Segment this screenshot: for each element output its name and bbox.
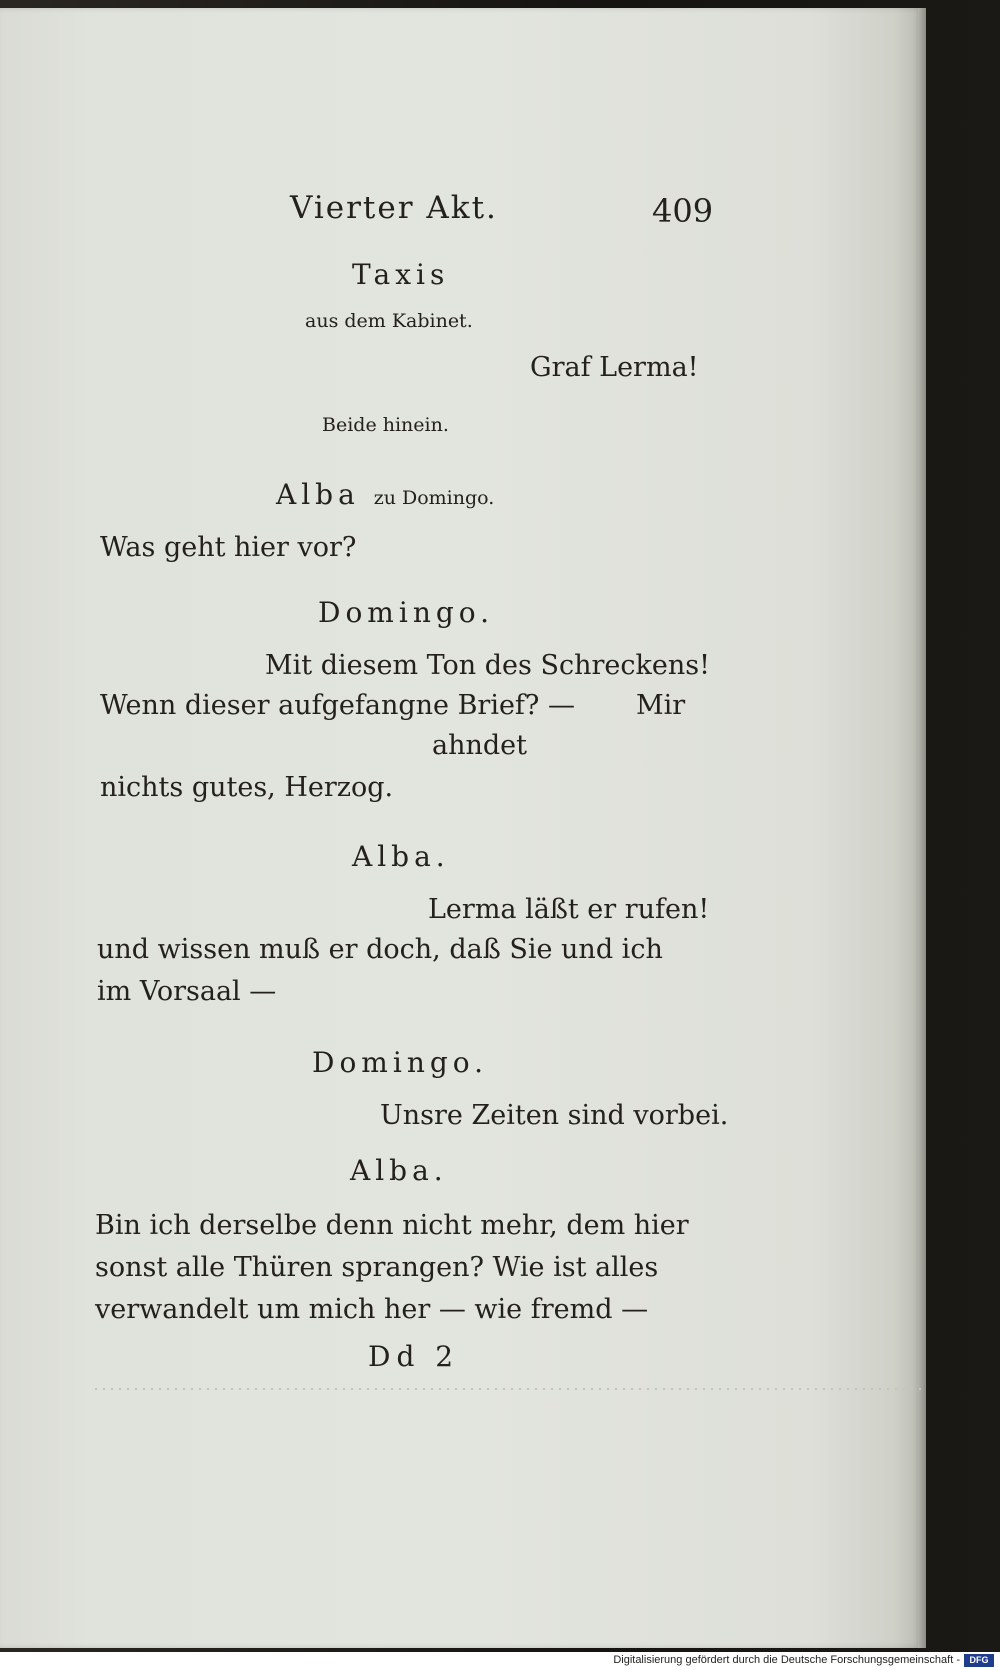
stage-direction: zu Domingo. — [373, 487, 495, 509]
speaker-name: Alba — [276, 478, 360, 511]
verse-line: sonst alle Thüren sprangen? Wie ist alles — [95, 1252, 659, 1283]
verse-line: ahndet — [432, 730, 527, 761]
verse-line: Wenn dieser aufgefangne Brief? — — [100, 690, 575, 721]
running-title: Vierter Akt. — [290, 190, 498, 226]
speaker-alba: Alba. — [350, 1154, 448, 1187]
page-edge — [918, 8, 926, 1648]
dfg-logo: DFG — [964, 1654, 994, 1667]
speaker-domingo: Domingo. — [312, 1046, 489, 1079]
verse-line: verwandelt um mich her — wie fremd — — [95, 1294, 649, 1325]
book-page — [0, 8, 922, 1648]
stage-direction: aus dem Kabinet. — [305, 310, 473, 332]
verse-line: Mit diesem Ton des Schreckens! — [265, 650, 710, 681]
verse-line: nichts gutes, Herzog. — [100, 772, 394, 803]
page-number: 409 — [652, 192, 714, 230]
verse-line: und wissen muß er doch, daß Sie und ich — [97, 934, 663, 965]
speaker-taxis: Taxis — [352, 258, 450, 291]
footer-credit: Digitalisierung gefördert durch die Deutsche Forschungsgemeinschaft - — [613, 1654, 960, 1666]
speaker-domingo: Domingo. — [318, 596, 495, 629]
verse-line: Was geht hier vor? — [100, 532, 357, 563]
verse-line: Bin ich derselbe denn nicht mehr, dem hier — [95, 1210, 689, 1241]
verse-line: Mir — [636, 690, 686, 721]
speaker-alba — [276, 478, 494, 511]
verse-line: Unsre Zeiten sind vorbei. — [380, 1100, 729, 1131]
verse-line: Graf Lerma! — [530, 352, 699, 383]
verse-line: im Vorsaal — — [97, 976, 277, 1007]
speaker-alba: Alba. — [352, 840, 450, 873]
verse-line: Lerma läßt er rufen! — [428, 894, 710, 925]
dotted-rule — [92, 1388, 922, 1390]
signature-mark: Dd 2 — [368, 1340, 460, 1373]
stage-direction: Beide hinein. — [322, 414, 449, 436]
